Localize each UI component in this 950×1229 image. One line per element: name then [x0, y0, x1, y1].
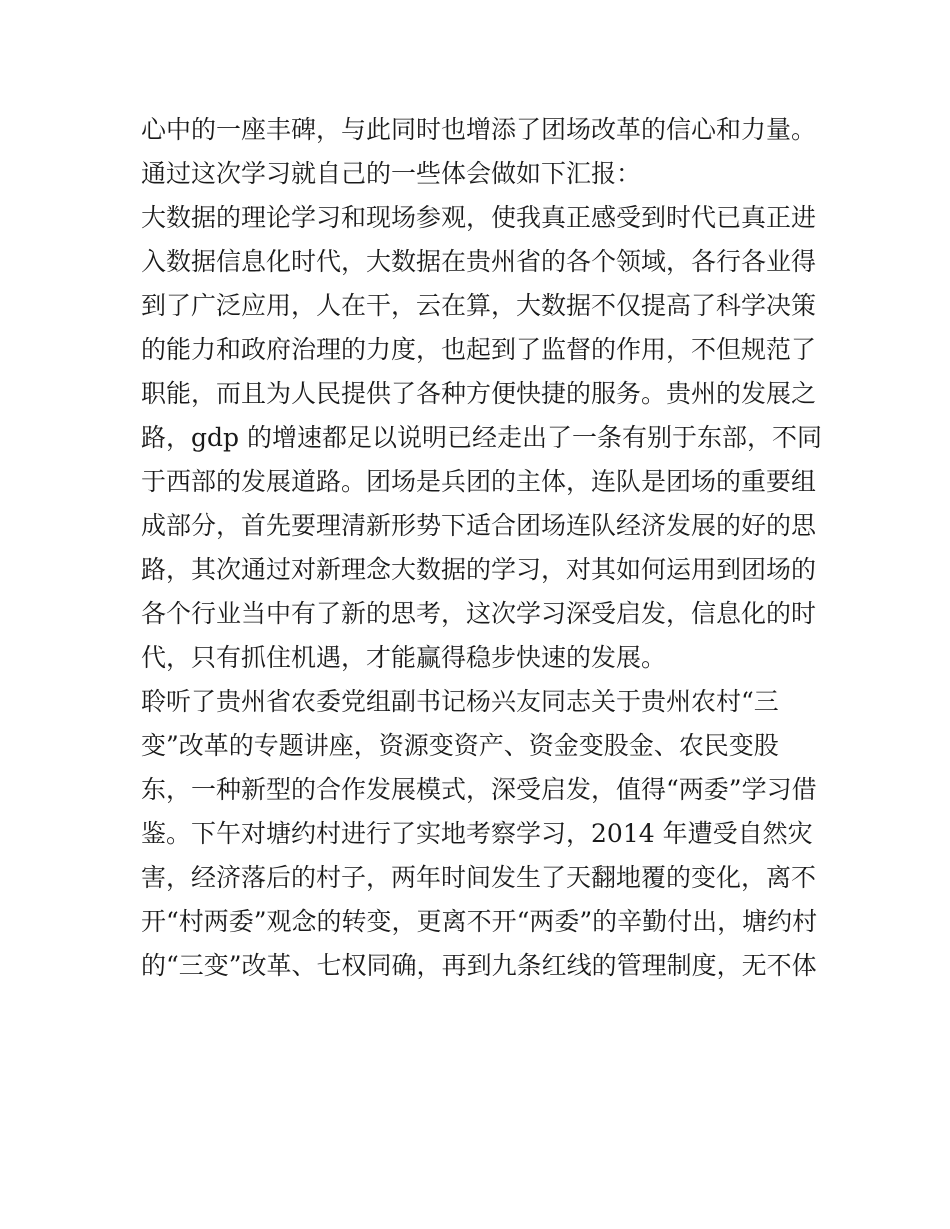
text-line: 于西部的发展道路。团场是兵团的主体，连队是团场的重要组	[141, 467, 817, 496]
text-line: 的能力和政府治理的力度，也起到了监督的作用，不但规范了	[141, 335, 817, 364]
text-line: 路，gdp 的增速都足以说明已经走出了一条有别于东部，不同	[141, 423, 822, 452]
text-line: 东，一种新型的合作发展模式，深受启发，值得“两委”学习借	[141, 775, 817, 804]
text-line: 鉴。下午对塘约村进行了实地考察学习，2014 年遭受自然灾	[141, 819, 813, 848]
text-line: 成部分，首先要理清新形势下适合团场连队经济发展的好的思	[141, 511, 817, 540]
text-line: 大数据的理论学习和现场参观，使我真正感受到时代已真正进	[141, 203, 817, 232]
text-line: 入数据信息化时代，大数据在贵州省的各个领域，各行各业得	[141, 247, 817, 276]
text-line: 害，经济落后的村子，两年时间发生了天翻地覆的变化，离不	[141, 863, 817, 892]
text-line: 开“村两委”观念的转变，更离不开“两委”的辛勤付出，塘约村	[141, 907, 818, 936]
text-line: 职能，而且为人民提供了各种方便快捷的服务。贵州的发展之	[141, 379, 817, 408]
text-line: 心中的一座丰碑，与此同时也增添了团场改革的信心和力量。	[141, 115, 817, 144]
text-line: 到了广泛应用，人在干，云在算，大数据不仅提高了科学决策	[141, 291, 817, 320]
body-text	[141, 108, 821, 988]
text-line: 聆听了贵州省农委党组副书记杨兴友同志关于贵州农村“三	[141, 687, 779, 716]
text-line: 通过这次学习就自己的一些体会做如下汇报：	[141, 159, 642, 188]
text-line: 各个行业当中有了新的思考，这次学习深受启发，信息化的时	[141, 599, 817, 628]
text-line: 路，其次通过对新理念大数据的学习，对其如何运用到团场的	[141, 555, 817, 584]
text-line: 变”改革的专题讲座，资源变资产、资金变股金、农民变股	[141, 731, 779, 760]
text-line: 的“三变”改革、七权同确，再到九条红线的管理制度，无不体	[141, 951, 817, 980]
text-line: 代，只有抓住机遇，才能赢得稳步快速的发展。	[141, 643, 667, 672]
